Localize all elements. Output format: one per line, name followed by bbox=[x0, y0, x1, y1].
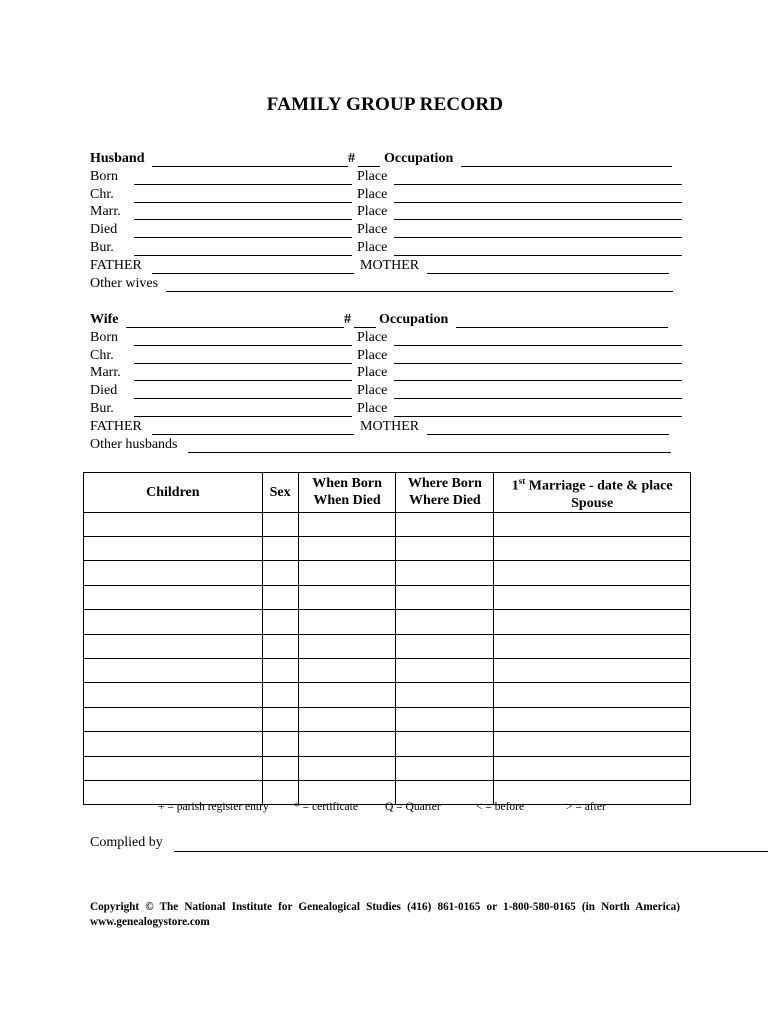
legend-parish: + = parish register entry bbox=[158, 801, 269, 813]
place-label: Place bbox=[357, 239, 388, 255]
child-where-cell[interactable] bbox=[396, 707, 494, 731]
event-date-field[interactable] bbox=[134, 224, 352, 238]
compiled-by-label: Complied by bbox=[90, 835, 163, 850]
event-date-field[interactable] bbox=[134, 403, 352, 417]
page-title: FAMILY GROUP RECORD bbox=[266, 94, 504, 115]
father-label: FATHER bbox=[90, 418, 142, 434]
legend-quarter: Q = Quarter bbox=[385, 801, 441, 813]
wife-event-row bbox=[90, 400, 690, 418]
event-label: Bur. bbox=[90, 400, 114, 416]
child-marriage-cell[interactable] bbox=[494, 707, 691, 731]
table-row bbox=[84, 732, 691, 756]
child-sex-cell[interactable] bbox=[262, 512, 298, 536]
father-field[interactable] bbox=[152, 421, 354, 435]
child-name-cell[interactable] bbox=[84, 537, 263, 561]
event-place-field[interactable] bbox=[394, 189, 682, 203]
event-date-field[interactable] bbox=[134, 171, 352, 185]
mother-label: MOTHER bbox=[360, 257, 420, 273]
event-label: Marr. bbox=[90, 204, 121, 220]
husband-name-row bbox=[90, 150, 690, 168]
child-marriage-cell[interactable] bbox=[494, 732, 691, 756]
child-sex-cell[interactable] bbox=[262, 659, 298, 683]
husband-label: Husband bbox=[90, 151, 145, 166]
mother-label: MOTHER bbox=[360, 418, 420, 434]
event-label: Born bbox=[90, 168, 118, 184]
event-date-field[interactable] bbox=[134, 385, 352, 399]
table-row bbox=[84, 585, 691, 609]
child-when-cell[interactable] bbox=[298, 537, 396, 561]
child-sex-cell[interactable] bbox=[262, 756, 298, 780]
place-label: Place bbox=[357, 186, 388, 202]
mother-field[interactable] bbox=[427, 260, 669, 274]
wife-event-row bbox=[90, 364, 690, 382]
child-when-cell[interactable] bbox=[298, 659, 396, 683]
wife-number-field[interactable] bbox=[354, 314, 376, 328]
husband-parents-row bbox=[90, 257, 690, 275]
wife-label: Wife bbox=[90, 312, 119, 327]
legend-certificate: * = certificate bbox=[294, 801, 358, 813]
child-name-cell[interactable] bbox=[84, 732, 263, 756]
event-place-field[interactable] bbox=[394, 242, 682, 256]
event-place-field[interactable] bbox=[394, 171, 682, 185]
place-label: Place bbox=[357, 400, 388, 416]
place-label: Place bbox=[357, 222, 388, 238]
husband-name-field[interactable] bbox=[152, 153, 348, 167]
child-name-cell[interactable] bbox=[84, 610, 263, 634]
child-marriage-cell[interactable] bbox=[494, 561, 691, 585]
child-marriage-cell[interactable] bbox=[494, 512, 691, 536]
child-name-cell[interactable] bbox=[84, 756, 263, 780]
wife-occupation-field[interactable] bbox=[456, 314, 668, 328]
husband-event-row bbox=[90, 203, 690, 221]
event-place-field[interactable] bbox=[394, 385, 682, 399]
event-date-field[interactable] bbox=[134, 350, 352, 364]
child-sex-cell[interactable] bbox=[262, 707, 298, 731]
table-row bbox=[84, 512, 691, 536]
husband-number-label: # bbox=[348, 151, 355, 166]
husband-event-row bbox=[90, 168, 690, 186]
other-wives-label: Other wives bbox=[90, 275, 159, 291]
event-label: Bur. bbox=[90, 239, 114, 255]
event-date-field[interactable] bbox=[134, 367, 352, 381]
table-row bbox=[84, 683, 691, 707]
event-place-field[interactable] bbox=[394, 224, 682, 238]
child-where-cell[interactable] bbox=[396, 634, 494, 658]
compiled-by-field[interactable] bbox=[174, 838, 768, 852]
husband-occupation-label: Occupation bbox=[384, 151, 454, 166]
place-label: Place bbox=[357, 347, 388, 363]
child-where-cell[interactable] bbox=[396, 512, 494, 536]
child-sex-cell[interactable] bbox=[262, 634, 298, 658]
legend-after: > = after bbox=[566, 801, 606, 813]
table-row bbox=[84, 561, 691, 585]
child-name-cell[interactable] bbox=[84, 707, 263, 731]
child-name-cell[interactable] bbox=[84, 561, 263, 585]
child-where-cell[interactable] bbox=[396, 561, 494, 585]
table-row bbox=[84, 756, 691, 780]
table-row bbox=[84, 659, 691, 683]
other-husbands-label: Other husbands bbox=[90, 436, 178, 452]
child-where-cell[interactable] bbox=[396, 659, 494, 683]
event-place-field[interactable] bbox=[394, 367, 682, 381]
child-sex-cell[interactable] bbox=[262, 585, 298, 609]
wife-parents-row bbox=[90, 418, 690, 436]
husband-section bbox=[90, 150, 690, 292]
husband-other-row bbox=[90, 275, 690, 293]
event-place-field[interactable] bbox=[394, 350, 682, 364]
table-row bbox=[84, 610, 691, 634]
child-when-cell[interactable] bbox=[298, 561, 396, 585]
event-place-field[interactable] bbox=[394, 403, 682, 417]
child-name-cell[interactable] bbox=[84, 634, 263, 658]
child-marriage-cell[interactable] bbox=[494, 537, 691, 561]
child-marriage-cell[interactable] bbox=[494, 610, 691, 634]
other-husbands-field[interactable] bbox=[188, 439, 671, 453]
child-sex-cell[interactable] bbox=[262, 537, 298, 561]
father-field[interactable] bbox=[152, 260, 354, 274]
wife-section bbox=[90, 311, 690, 453]
event-date-field[interactable] bbox=[134, 189, 352, 203]
child-where-cell[interactable] bbox=[396, 683, 494, 707]
husband-number-field[interactable] bbox=[358, 153, 380, 167]
child-when-cell[interactable] bbox=[298, 610, 396, 634]
wife-number-label: # bbox=[344, 312, 351, 327]
event-label: Born bbox=[90, 329, 118, 345]
table-row bbox=[84, 537, 691, 561]
child-when-cell[interactable] bbox=[298, 634, 396, 658]
table-row bbox=[84, 707, 691, 731]
table-row bbox=[84, 634, 691, 658]
child-marriage-cell[interactable] bbox=[494, 659, 691, 683]
child-marriage-cell[interactable] bbox=[494, 683, 691, 707]
place-label: Place bbox=[357, 329, 388, 345]
event-place-field[interactable] bbox=[394, 206, 682, 220]
husband-event-row bbox=[90, 186, 690, 204]
child-marriage-cell[interactable] bbox=[494, 756, 691, 780]
legend-before: < = before bbox=[476, 801, 525, 813]
children-table-header bbox=[84, 473, 691, 513]
child-sex-cell[interactable] bbox=[262, 610, 298, 634]
other-wives-field[interactable] bbox=[166, 278, 673, 292]
child-where-cell[interactable] bbox=[396, 610, 494, 634]
husband-event-row bbox=[90, 239, 690, 257]
header-when: When Born When Died bbox=[298, 473, 396, 513]
event-label: Died bbox=[90, 222, 118, 238]
place-label: Place bbox=[357, 383, 388, 399]
father-label: FATHER bbox=[90, 257, 142, 273]
place-label: Place bbox=[357, 204, 388, 220]
child-where-cell[interactable] bbox=[396, 585, 494, 609]
header-sex: Sex bbox=[262, 473, 298, 513]
children-table bbox=[83, 472, 691, 805]
child-sex-cell[interactable] bbox=[262, 732, 298, 756]
child-name-cell[interactable] bbox=[84, 659, 263, 683]
child-where-cell[interactable] bbox=[396, 756, 494, 780]
event-label: Chr. bbox=[90, 186, 114, 202]
child-name-cell[interactable] bbox=[84, 683, 263, 707]
event-date-field[interactable] bbox=[134, 206, 352, 220]
event-date-field[interactable] bbox=[134, 332, 352, 346]
child-name-cell[interactable] bbox=[84, 585, 263, 609]
mother-field[interactable] bbox=[427, 421, 669, 435]
wife-name-row bbox=[90, 311, 690, 329]
child-sex-cell[interactable] bbox=[262, 561, 298, 585]
child-marriage-cell[interactable] bbox=[494, 634, 691, 658]
husband-event-row bbox=[90, 221, 690, 239]
event-date-field[interactable] bbox=[134, 242, 352, 256]
header-where: Where Born Where Died bbox=[396, 473, 494, 513]
wife-event-row bbox=[90, 382, 690, 400]
child-when-cell[interactable] bbox=[298, 585, 396, 609]
compiled-by-row bbox=[90, 835, 690, 853]
child-when-cell[interactable] bbox=[298, 707, 396, 731]
child-where-cell[interactable] bbox=[396, 537, 494, 561]
wife-occupation-label: Occupation bbox=[379, 312, 449, 327]
event-label: Died bbox=[90, 383, 118, 399]
event-place-field[interactable] bbox=[394, 332, 682, 346]
child-when-cell[interactable] bbox=[298, 683, 396, 707]
event-label: Chr. bbox=[90, 347, 114, 363]
wife-name-field[interactable] bbox=[126, 314, 344, 328]
wife-event-row bbox=[90, 329, 690, 347]
event-label: Marr. bbox=[90, 365, 121, 381]
child-when-cell[interactable] bbox=[298, 732, 396, 756]
child-marriage-cell[interactable] bbox=[494, 585, 691, 609]
child-name-cell[interactable] bbox=[84, 512, 263, 536]
header-children: Children bbox=[84, 473, 263, 513]
child-when-cell[interactable] bbox=[298, 512, 396, 536]
wife-event-row bbox=[90, 347, 690, 365]
header-marriage: 1st Marriage - date & place Spouse bbox=[494, 473, 691, 513]
child-where-cell[interactable] bbox=[396, 732, 494, 756]
husband-occupation-field[interactable] bbox=[461, 153, 672, 167]
wife-other-row bbox=[90, 436, 690, 454]
copyright-notice: Copyright © The National Institute for Genealogical Studies (416) 861-0165 or 1-800-580-0165 (in North America) www.genealogystore.com bbox=[90, 901, 680, 928]
child-sex-cell[interactable] bbox=[262, 683, 298, 707]
child-when-cell[interactable] bbox=[298, 756, 396, 780]
place-label: Place bbox=[357, 365, 388, 381]
place-label: Place bbox=[357, 168, 388, 184]
